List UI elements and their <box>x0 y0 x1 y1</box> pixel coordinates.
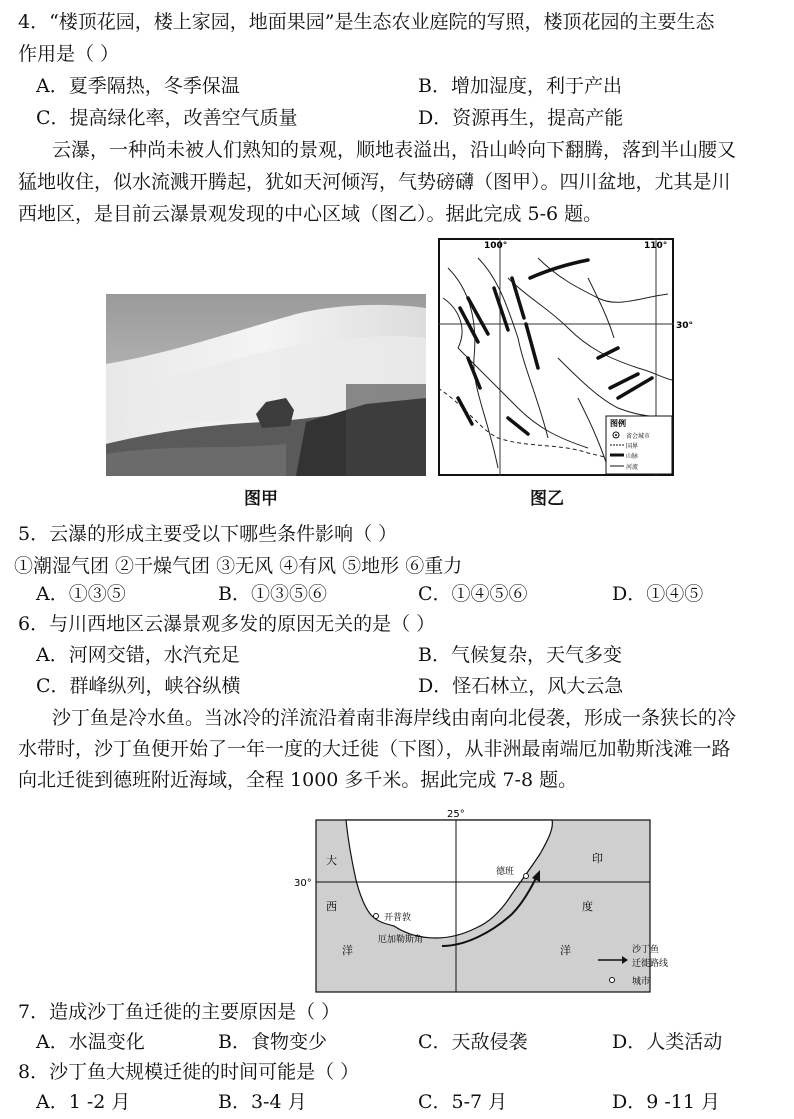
q8-stem: 8．沙丁鱼大规模迁徙的时间可能是（ ） <box>18 1061 360 1083</box>
map-lat-30: 30° <box>676 321 694 331</box>
q7-option-d[interactable]: D．人类活动 <box>612 1031 723 1053</box>
legend-title: 图例 <box>610 419 626 428</box>
q5-option-d[interactable]: D．①④⑤ <box>612 583 704 605</box>
q7-stem: 7．造成沙丁鱼迁徙的主要原因是（ ） <box>18 1001 341 1023</box>
map-lon-110: 110° <box>644 241 668 251</box>
passage1-line1: 云瀑，一种尚未被人们熟知的景观，顺地表溢出，沿山岭向下翻腾，落到半山腰又 <box>52 139 737 161</box>
q7-option-a[interactable]: A．水温变化 <box>36 1031 145 1053</box>
q5-conditions: ①潮湿气团 ②干燥气团 ③无风 ④有风 ⑤地形 ⑥重力 <box>14 555 463 577</box>
q8-option-b[interactable]: B．3-4 月 <box>218 1091 307 1113</box>
sichuan-map <box>438 238 694 476</box>
cloud-waterfall-photo <box>106 294 426 476</box>
legend-city-label: 城市 <box>632 977 651 987</box>
q4-option-a[interactable]: A．夏季隔热，冬季保温 <box>36 75 240 97</box>
q8-option-c[interactable]: C．5-7 月 <box>418 1091 508 1113</box>
q6-option-c[interactable]: C．群峰纵列，峡谷纵横 <box>36 675 241 697</box>
q5-option-b[interactable]: B．①③⑤⑥ <box>218 583 327 605</box>
sardine-map-legend <box>596 940 686 998</box>
passage1-line2: 猛地收住，似水流溅开腾起，犹如天河倾泻，气势磅礴（图甲）。四川盆地，尤其是川 <box>18 171 731 193</box>
legend-border: 国界 <box>626 443 639 450</box>
map-lon-100: 100° <box>484 241 508 251</box>
ocean-right-3: 洋 <box>560 944 571 957</box>
q8-option-d[interactable]: D．9 -11 月 <box>612 1091 720 1113</box>
legend-route-line1: 沙丁鱼 <box>632 945 660 955</box>
q4-option-d[interactable]: D．资源再生，提高产能 <box>418 107 624 129</box>
ocean-left-3: 洋 <box>342 944 353 957</box>
passage2-line2: 水带时，沙丁鱼便开始了一年一度的大迁徙（下图），从非洲最南端厄加勒斯浅滩一路 <box>18 738 731 760</box>
q7-option-c[interactable]: C．天敌侵袭 <box>418 1031 528 1053</box>
city-capetown-label: 开普敦 <box>384 913 412 923</box>
q6-option-b[interactable]: B．气候复杂，天气多变 <box>418 644 622 666</box>
legend-route-line2: 迁徙路线 <box>632 959 669 969</box>
cape-agulhas-label: 厄加勒斯角 <box>378 935 424 945</box>
q4-option-c[interactable]: C．提高绿化率，改善空气质量 <box>36 107 298 129</box>
figure-jia-caption: 图甲 <box>244 489 278 509</box>
figure-yi-caption: 图乙 <box>530 489 564 509</box>
ocean-right-2: 度 <box>582 900 593 913</box>
ocean-right-1: 印 <box>592 852 603 865</box>
ocean-left-1: 大 <box>326 854 337 867</box>
q6-option-d[interactable]: D．怪石林立，风大云急 <box>418 675 624 697</box>
passage2-line3: 向北迁徙到德班附近海域，全程 1000 多千米。据此完成 7-8 题。 <box>18 769 578 791</box>
q5-stem: 5．云瀑的形成主要受以下哪些条件影响（ ） <box>18 523 398 545</box>
q5-option-c[interactable]: C．①④⑤⑥ <box>418 583 528 605</box>
q4-stem-line1: 4．“楼顶花园，楼上家园，地面果园”是生态农业庭院的写照，楼顶花园的主要生态 <box>18 11 715 33</box>
passage2-line1: 沙丁鱼是冷水鱼。当冰冷的洋流沿着南非海岸线由南向北侵袭，形成一条狭长的冷 <box>52 707 737 729</box>
sa-map-lat-30: 30° <box>294 878 312 889</box>
ocean-left-2: 西 <box>326 900 337 913</box>
q8-option-a[interactable]: A．1 -2 月 <box>36 1091 131 1113</box>
map-legend <box>606 416 672 474</box>
q4-option-b[interactable]: B．增加湿度，利于产出 <box>418 75 622 97</box>
passage1-line3: 西地区，是目前云瀑景观发现的中心区域（图乙）。据此完成 5-6 题。 <box>18 203 603 225</box>
q6-option-a[interactable]: A．河网交错，水汽充足 <box>36 644 240 666</box>
q5-option-a[interactable]: A．①③⑤ <box>36 583 126 605</box>
q7-option-b[interactable]: B．食物变少 <box>218 1031 327 1053</box>
legend-river: 河流 <box>626 464 639 471</box>
legend-mountain: 山脉 <box>626 453 639 460</box>
q4-stem-line2: 作用是（ ） <box>18 43 120 65</box>
city-durban-label: 德班 <box>496 867 515 877</box>
q6-stem: 6．与川西地区云瀑景观多发的原因无关的是（ ） <box>18 613 436 635</box>
legend-city: 省会城市 <box>626 433 651 440</box>
sa-map-lon-25: 25° <box>447 809 465 820</box>
